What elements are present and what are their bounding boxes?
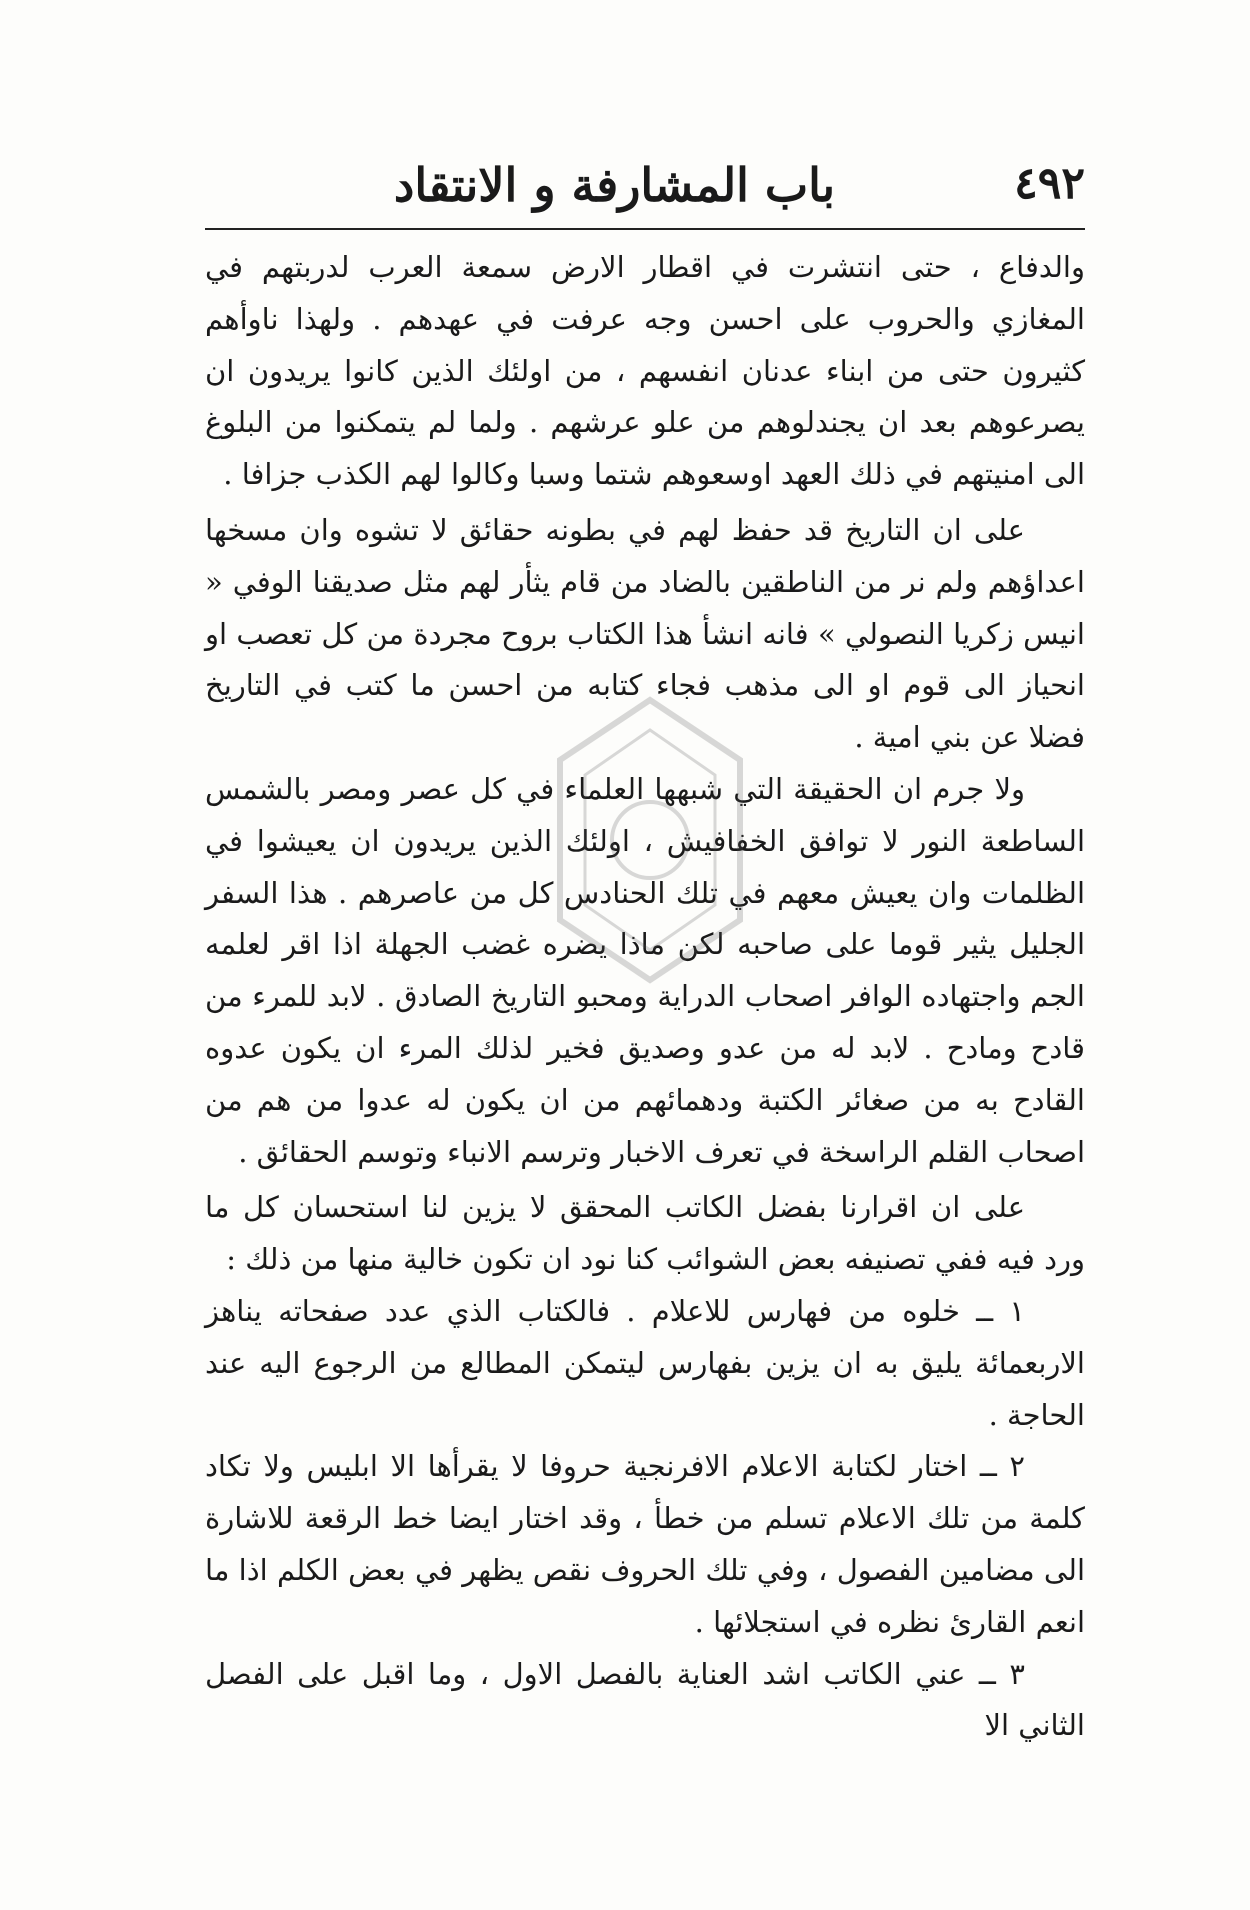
page-body (205, 242, 1085, 1752)
list-item-2: ٢ ــ اختار لكتابة الاعلام الافرنجية حروفا لا يقرأها الا ابليس ولا تكاد كلمة من تلك الاعلام تسلم من خطأ ، وقد اختار ايضا خط الرقعة للاشارة الى مضامين الفصول ، وفي تلك الحروف نقص يظهر في بعض الكلم اذا ما انعم القارئ نظره في استجلائها . (205, 1449, 1086, 1639)
page-header (205, 150, 1085, 230)
paragraph-3: ولا جرم ان الحقيقة التي شبهها العلماء في كل عصر ومصر بالشمس الساطعة النور لا توافق الخفافيش ، اولئك الذين يريدون ان يعيشوا في الظلمات وان يعيش معهم في تلك الحنادس كل من عاصرهم . هذا السفر الجليل يثير قوما على صاحبه لكن ماذا يضره غضب الجهلة اذا اقر لعلمه الجم واجتهاده الوافر اصحاب الدراية ومحبو التاريخ الصادق . لابد للمرء من قادح ومادح . لابد له من عدو وصديق فخير لذلك المرء ان يكون عدوه القادح به من صغائر الكتبة ودهمائهم من ان يكون له عدوا من هم من اصحاب القلم الراسخة في تعرف الاخبار وترسم الانباء وتوسم الحقائق . (205, 771, 1085, 1169)
paragraph-4: على ان اقرارنا بفضل الكاتب المحقق لا يزين لنا استحسان كل ما ورد فيه ففي تصنيفه بعض الشوائب كنا نود ان تكون خالية منها من ذلك : (205, 1190, 1085, 1277)
list-item-3: ٣ ــ عني الكاتب اشد العناية بالفصل الاول ، وما اقبل على الفصل الثاني الا (205, 1656, 1085, 1743)
paragraph-1: والدفاع ، حتى انتشرت في اقطار الارض سمعة العرب لدربتهم في المغازي والحروب على احسن وجه عرفت في عهدهم . ولهذا ناوأهم كثيرون حتى من ابناء عدنان انفسهم ، من اولئك الذين كانوا يريدون ان يصرعوهم بعد ان يجندلوهم من علو عرشهم . ولما لم يتمكنوا من البلوغ الى امنيتهم في ذلك العهد اوسعوهم شتما وسبا وكالوا لهم الكذب جزافا . (205, 250, 1085, 492)
paragraph-2: على ان التاريخ قد حفظ لهم في بطونه حقائق لا تشوه وان مسخها اعداؤهم ولم نر من الناطقين بالضاد من قام يثأر لهم مثل صديقنا الوفي « انيس زكريا النصولي » فانه انشأ هذا الكتاب بروح مجردة من كل تعصب او انحياز الى قوم او الى مذهب فجاء كتابه من احسن ما كتب في التاريخ فضلا عن بني امية . (205, 512, 1085, 755)
running-title: باب المشارفة و الانتقاد (393, 158, 835, 212)
page-number: ٤٩٢ (1014, 158, 1085, 209)
header-rule (205, 228, 1085, 230)
list-item-1: ١ ــ خلوه من فهارس للاعلام . فالكتاب الذي عدد صفحاته يناهز الاربعمائة يليق به ان يزين بفهارس ليتمكن المطالع من الرجوع اليه عند الحاجة . (205, 1293, 1085, 1432)
